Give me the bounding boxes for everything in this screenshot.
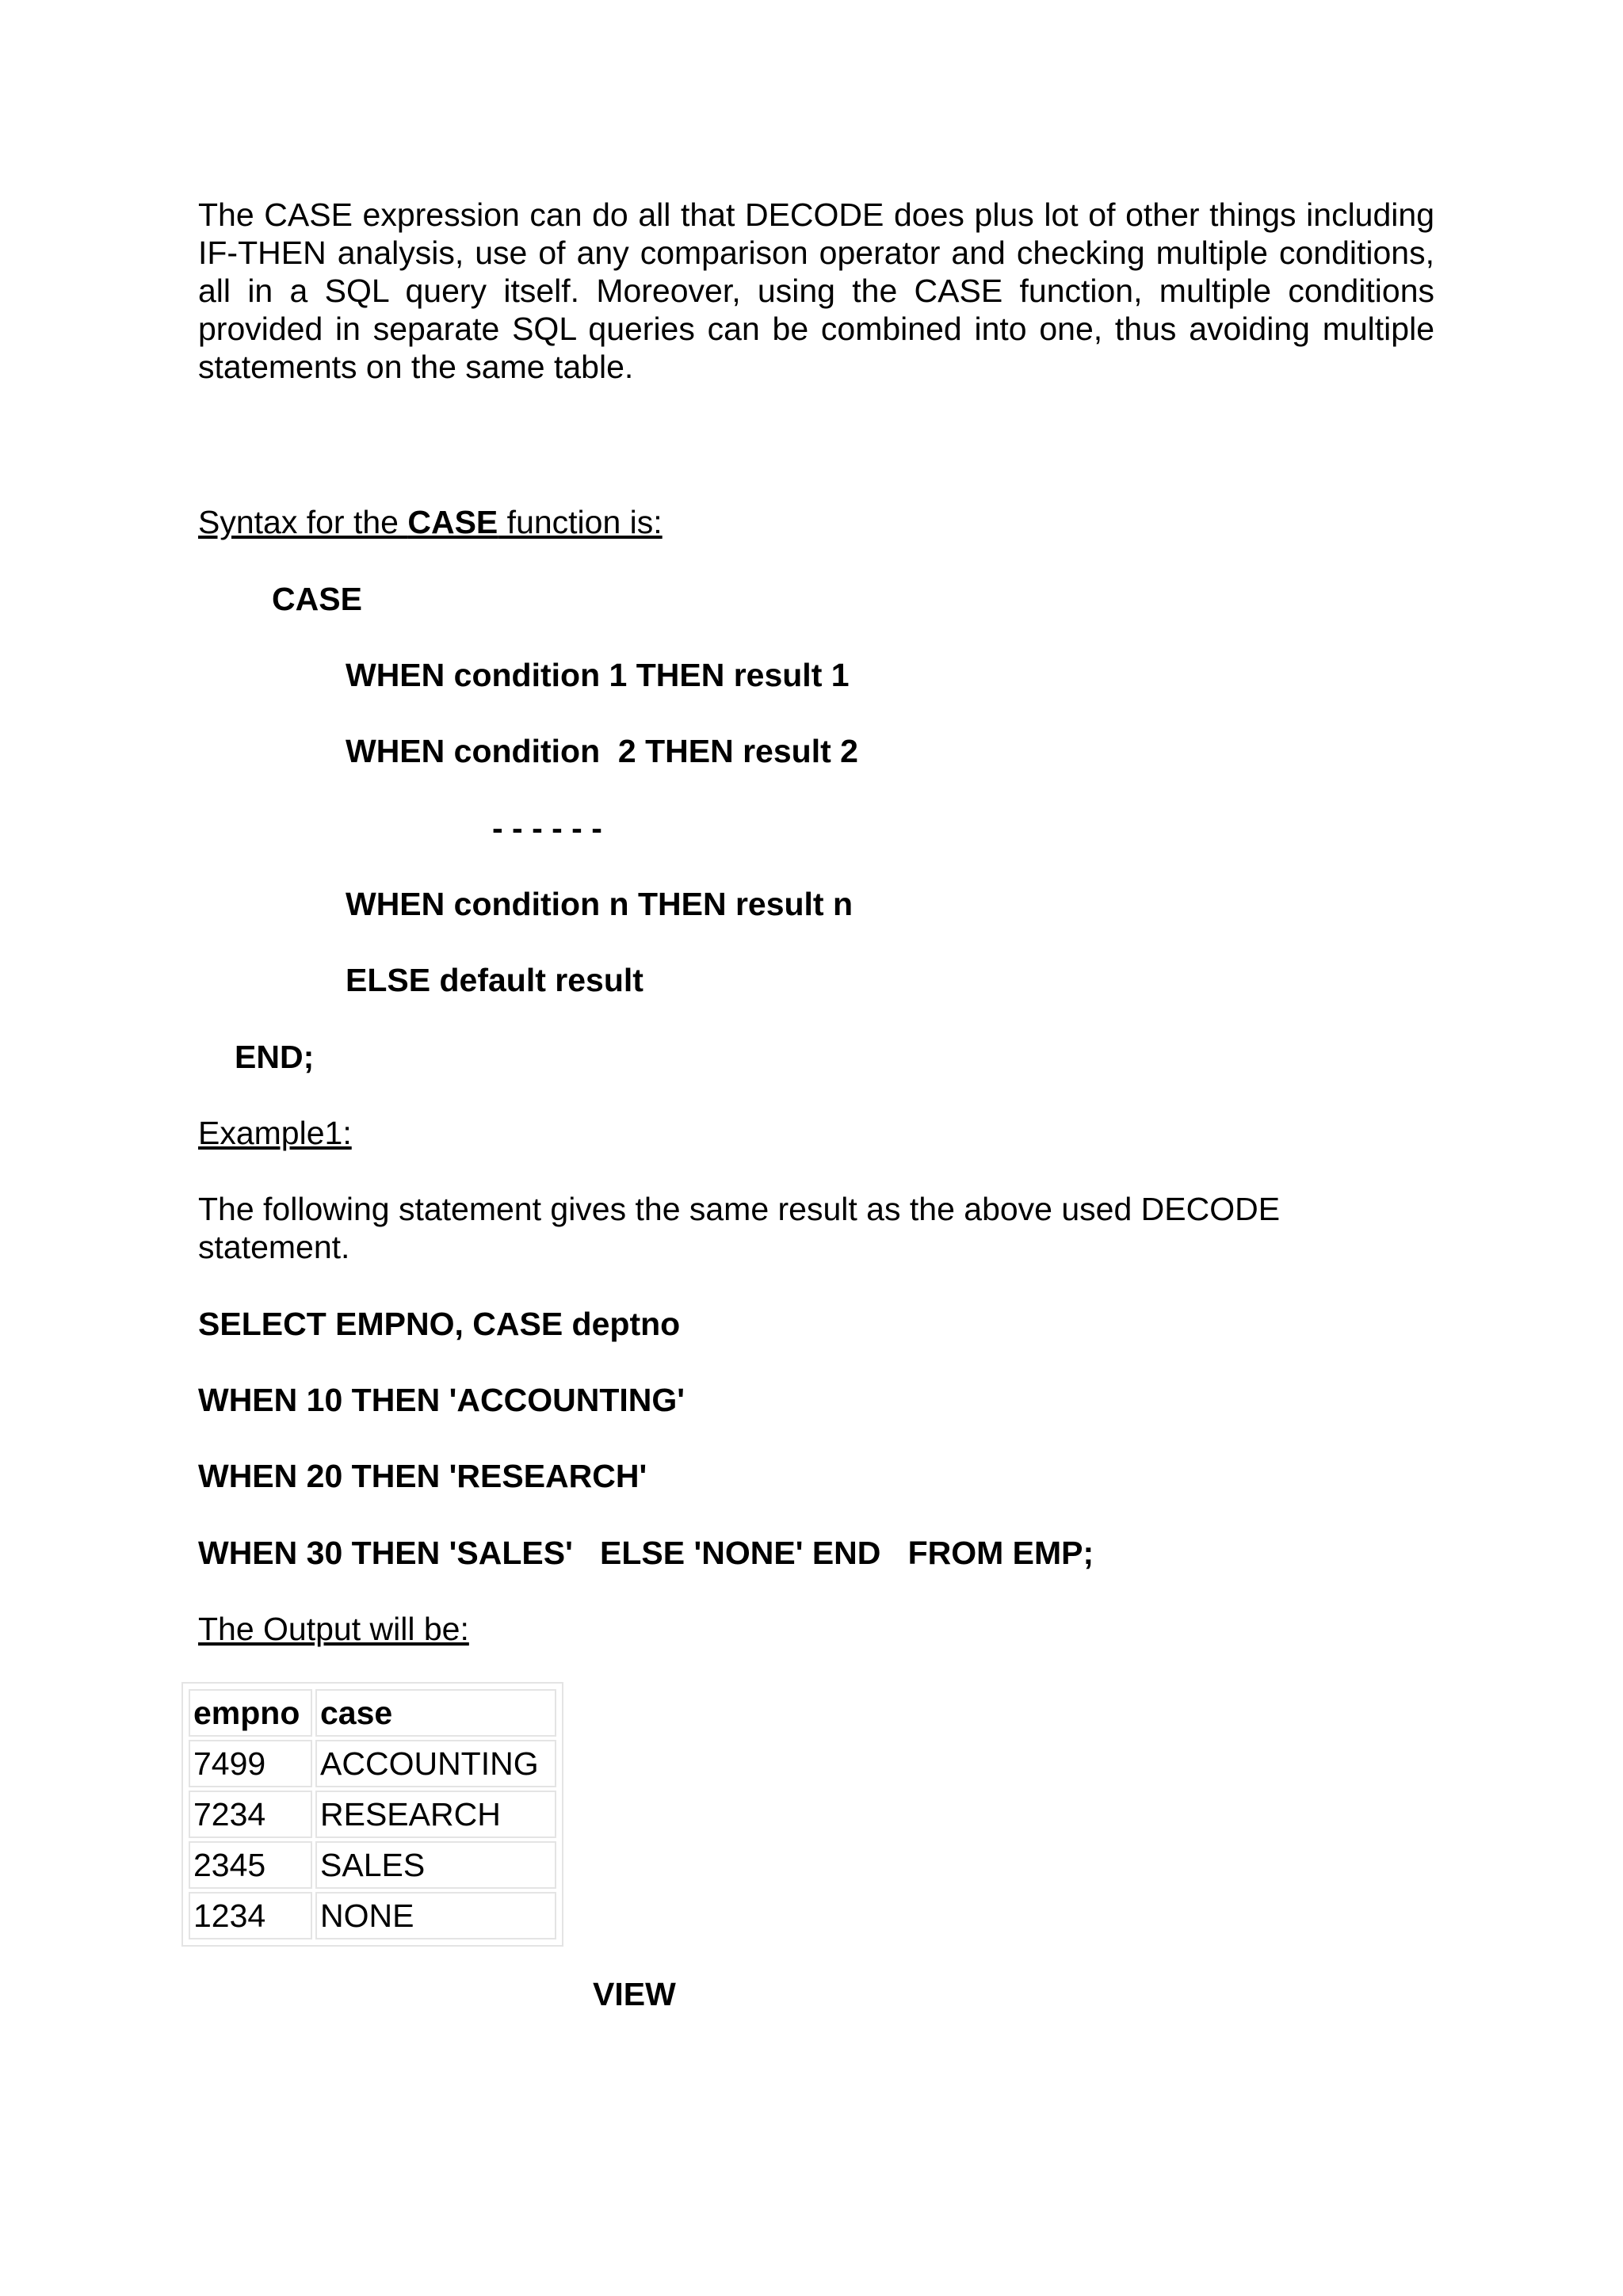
section-title-view: VIEW [593,1976,676,2012]
table-cell-empno: 7234 [189,1791,312,1838]
syntax-heading-keyword: CASE [407,504,498,540]
output-heading: The Output will be: [198,1611,469,1647]
table-cell-empno: 7499 [189,1740,312,1787]
syntax-else: ELSE default result [346,962,643,998]
syntax-ellipsis-dashes: - - - - - - [492,810,602,846]
sql-line-1: SELECT EMPNO, CASE deptno [198,1306,681,1342]
example-description-line-2: statement. [198,1229,350,1265]
syntax-heading-prefix: Syntax for the [198,504,408,540]
sql-line-3: WHEN 20 THEN 'RESEARCH' [198,1458,647,1494]
table-row [189,1791,556,1838]
example-heading: Example1: [198,1115,352,1151]
syntax-heading-suffix: function is: [498,504,663,540]
table-cell-case: ACCOUNTING [315,1740,556,1787]
table-cell-case: NONE [315,1892,556,1939]
table-row [189,1892,556,1939]
table-cell-empno: 2345 [189,1841,312,1889]
output-table [185,1686,559,1943]
example-description-line-1: The following statement gives the same result as the above used DECODE [198,1191,1281,1227]
table-cell-case: RESEARCH [315,1791,556,1838]
intro-paragraph: The CASE expression can do all that DECODE does plus lot of other things including IF-THEN analysis, use of any comparison operator and checking multiple conditions, all in a SQL query itself. Moreover, using the CASE function, multiple conditions provided in separate SQL queries can be combined into one, thus avoiding multiple statements on the same table. [198,196,1434,385]
syntax-when-2: WHEN condition 2 THEN result 2 [346,733,858,769]
sql-line-2: WHEN 10 THEN 'ACCOUNTING' [198,1382,685,1418]
sql-line-4: WHEN 30 THEN 'SALES' ELSE 'NONE' END FROM EMP; [198,1535,1094,1571]
syntax-when-1: WHEN condition 1 THEN result 1 [346,657,850,693]
table-header-empno: empno [189,1689,312,1737]
table-cell-empno: 1234 [189,1892,312,1939]
syntax-end: END; [235,1039,315,1075]
syntax-heading [198,503,663,541]
output-table-frame [181,1682,563,1947]
table-cell-case: SALES [315,1841,556,1889]
table-row [189,1740,556,1787]
syntax-case-keyword: CASE [272,581,362,617]
table-header-case: case [315,1689,556,1737]
syntax-when-n: WHEN condition n THEN result n [346,886,854,922]
table-header-row [189,1689,556,1737]
table-row [189,1841,556,1889]
